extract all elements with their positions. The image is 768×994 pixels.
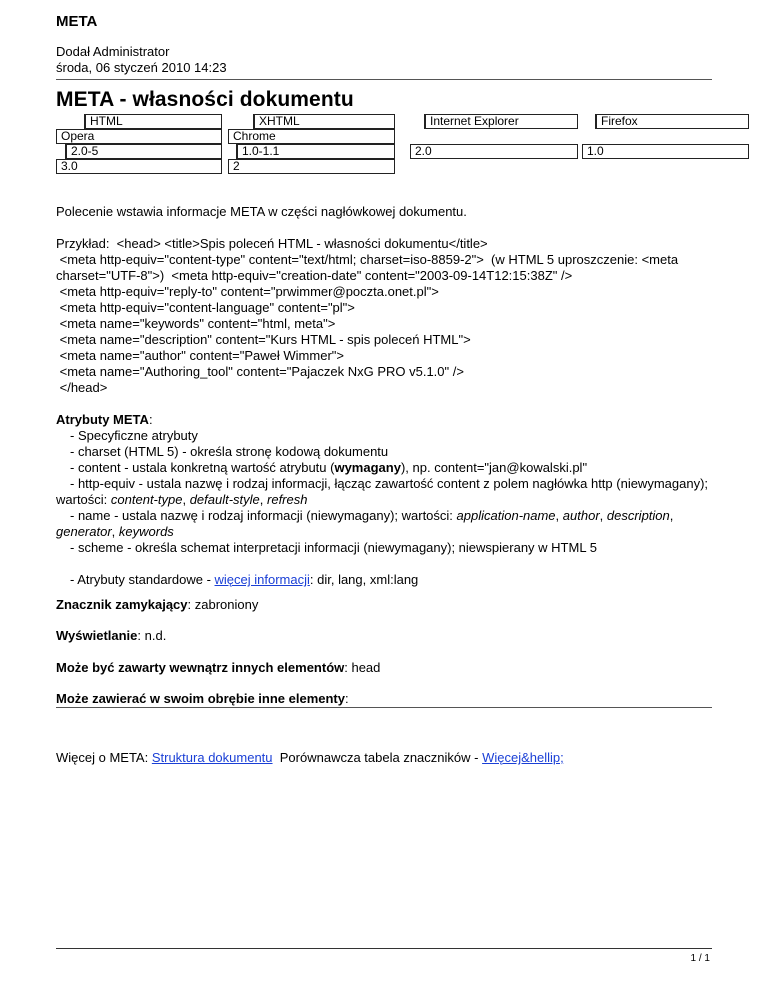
- compat-chrome-version: 1.0-1.1: [236, 144, 395, 159]
- attr-name-values: generator, keywords: [56, 524, 174, 539]
- display-info: Wyświetlanie: n.d.: [56, 628, 167, 643]
- compat-opera-version: 2.0-5: [65, 144, 222, 159]
- contains-info: Może zawierać w swoim obrębie inne elementy:: [56, 691, 349, 706]
- intro-text: Polecenie wstawia informacje META w części nagłówkowej dokumentu.: [56, 204, 467, 219]
- author-line: Dodał Administrator: [56, 44, 170, 59]
- example-line: <meta name="author" content="Paweł Wimmer">: [56, 348, 344, 363]
- attr-content: - content - ustala konkretną wartość atrybutu (wymagany), np. content="jan@kowalski.pl": [70, 460, 588, 475]
- attr-specific: - Specyficzne atrybuty: [70, 428, 198, 443]
- example-line: charset="UTF-8">) <meta http-equiv="creation-date" content="2003-09-14T12:15:38Z" />: [56, 268, 573, 283]
- contained-in-info: Może być zawarty wewnątrz innych elementów: head: [56, 660, 381, 675]
- example-line: Przykład: <head> <title>Spis poleceń HTML - własności dokumentu</title>: [56, 236, 488, 251]
- date-line: środa, 06 styczeń 2010 14:23: [56, 60, 227, 75]
- attr-http-equiv: - http-equiv - ustala nazwę i rodzaj informacji, łącząc zawartość content z polem nagłówka http (niewymagany);: [70, 476, 709, 491]
- attr-name: - name - ustala nazwę i rodzaj informacji (niewymagany); wartości: application-name, author, description,: [70, 508, 674, 523]
- example-line: <meta name="description" content="Kurs HTML - spis poleceń HTML">: [56, 332, 471, 347]
- site-title: META: [56, 13, 98, 30]
- example-line: <meta http-equiv="content-type" content="text/html; charset=iso-8859-2"> (w HTML 5 uproszczenie: <meta: [56, 252, 679, 267]
- example-code: [56, 236, 716, 396]
- document-title: META - własności dokumentu: [56, 88, 354, 111]
- document-structure-link[interactable]: Struktura dokumentu: [151, 750, 273, 765]
- compat-xhtml: XHTML: [253, 114, 395, 129]
- footer-divider: [56, 948, 712, 949]
- example-line: <meta name="Authoring_tool" content="Pajaczek NxG PRO v5.1.0" />: [56, 364, 464, 379]
- more-info-link[interactable]: więcej informacji: [214, 572, 310, 587]
- compat-opera: Opera: [56, 129, 222, 144]
- attr-http-equiv-values: wartości: content-type, default-style, refresh: [56, 492, 308, 507]
- compat-html: HTML: [84, 114, 222, 129]
- attributes-section: [56, 412, 716, 588]
- example-line: <meta name="keywords" content="html, meta">: [56, 316, 336, 331]
- example-line: <meta http-equiv="reply-to" content="prwimmer@poczta.onet.pl">: [56, 284, 439, 299]
- contains-divider: [56, 707, 712, 708]
- more-link[interactable]: Więcej&hellip;: [482, 750, 564, 765]
- example-line: </head>: [56, 380, 108, 395]
- compat-chrome: Chrome: [228, 129, 395, 144]
- attr-standard: - Atrybuty standardowe - więcej informacji: dir, lang, xml:lang: [70, 572, 419, 587]
- closing-tag-info: Znacznik zamykający: zabroniony: [56, 597, 259, 612]
- page-number: 1 / 1: [690, 953, 710, 964]
- header-divider: [56, 79, 712, 80]
- compat-firefox-version: 1.0: [582, 144, 749, 159]
- attr-charset: - charset (HTML 5) - określa stronę kodową dokumentu: [70, 444, 389, 459]
- example-line: <meta http-equiv="content-language" content="pl">: [56, 300, 355, 315]
- compat-ie: Internet Explorer: [424, 114, 578, 129]
- compat-opera-row4: 3.0: [56, 159, 222, 174]
- more-about-line: Więcej o META: Struktura dokumentu Porównawcza tabela znaczników - Więcej&hellip;: [56, 750, 564, 765]
- attr-scheme: - scheme - określa schemat interpretacji informacji (niewymagany); niewspierany w HTML 5: [70, 540, 597, 555]
- compat-chrome-row4: 2: [228, 159, 395, 174]
- attributes-heading: Atrybuty META:: [56, 412, 153, 427]
- compat-ie-version: 2.0: [410, 144, 578, 159]
- compat-firefox: Firefox: [595, 114, 749, 129]
